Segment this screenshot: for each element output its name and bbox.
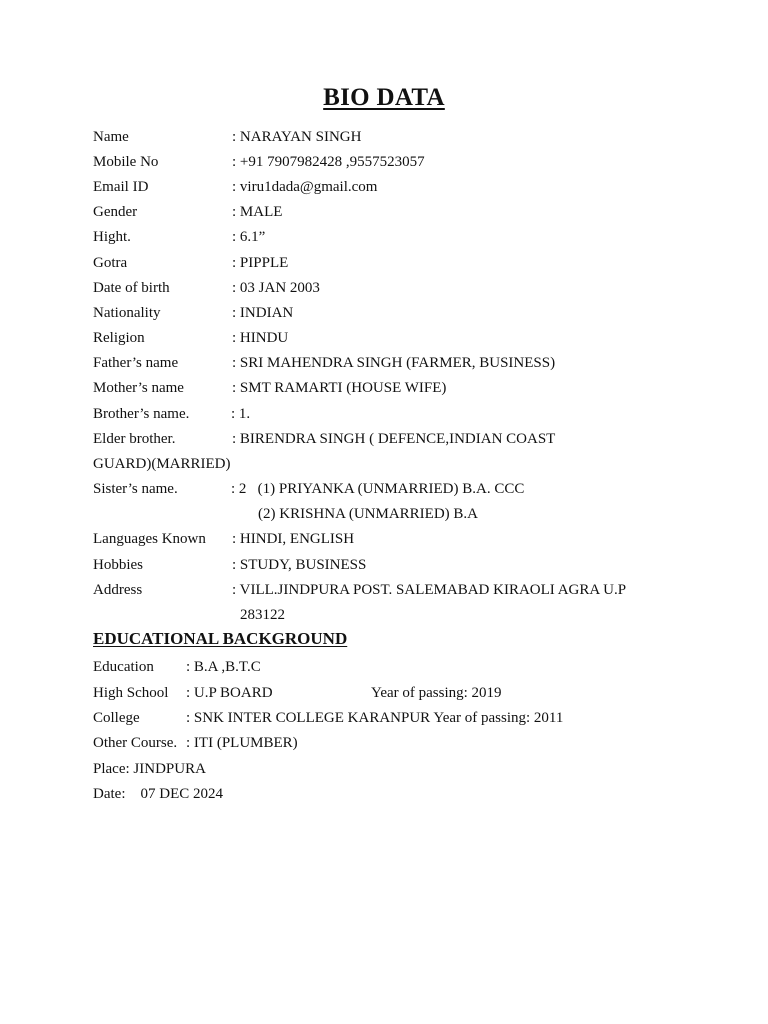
place-line: Place: JINDPURA <box>93 761 206 777</box>
label-education: Education <box>93 659 154 675</box>
education-heading: EDUCATIONAL BACKGROUND <box>93 629 348 648</box>
label-other-course: Other Course. <box>93 735 178 751</box>
page-title: BIO DATA <box>323 84 445 111</box>
value-high-school-year: Year of passing: 2019 <box>371 685 502 701</box>
value-mobile: : +91 7907982428 ,9557523057 <box>232 154 425 170</box>
label-brother: Brother’s name. <box>93 406 190 422</box>
label-email: Email ID <box>93 179 149 195</box>
value-elder-brother: : BIRENDRA SINGH ( DEFENCE,INDIAN COAST <box>232 431 556 447</box>
value-gender: : MALE <box>232 204 283 220</box>
value-languages: : HINDI, ENGLISH <box>232 531 355 547</box>
value-nationality: : INDIAN <box>232 305 294 321</box>
label-hobbies: Hobbies <box>93 557 143 573</box>
value-sister-continuation: (2) KRISHNA (UNMARRIED) B.A <box>258 506 478 522</box>
value-father: : SRI MAHENDRA SINGH (FARMER, BUSINESS) <box>232 355 556 371</box>
label-languages: Languages Known <box>93 531 206 547</box>
value-dob: : 03 JAN 2003 <box>232 280 320 296</box>
value-height: : 6.1” <box>232 229 266 245</box>
value-name: : NARAYAN SINGH <box>232 129 362 145</box>
value-high-school: : U.P BOARD <box>186 685 273 701</box>
date-line: Date: 07 DEC 2024 <box>93 786 223 802</box>
label-elder-brother: Elder brother. <box>93 431 176 447</box>
value-address: : VILL.JINDPURA POST. SALEMABAD KIRAOLI AGRA U.P <box>232 582 627 598</box>
value-gotra: : PIPPLE <box>232 255 289 271</box>
value-other-course: : ITI (PLUMBER) <box>186 735 298 751</box>
value-email: : viru1dada@gmail.com <box>232 179 378 195</box>
label-address: Address <box>93 582 143 598</box>
label-high-school: High School <box>93 685 169 701</box>
label-mobile: Mobile No <box>93 154 159 170</box>
label-gender: Gender <box>93 204 138 220</box>
label-father: Father’s name <box>93 355 179 371</box>
value-hobbies: : STUDY, BUSINESS <box>232 557 367 573</box>
label-gotra: Gotra <box>93 255 128 271</box>
label-nationality: Nationality <box>93 305 161 321</box>
value-elder-brother-continuation: GUARD)(MARRIED) <box>93 456 231 472</box>
label-name: Name <box>93 129 129 145</box>
value-sister: : 2 (1) PRIYANKA (UNMARRIED) B.A. CCC <box>231 481 525 497</box>
label-sister: Sister’s name. <box>93 481 178 497</box>
value-mother: : SMT RAMARTI (HOUSE WIFE) <box>232 380 447 396</box>
label-height: Hight. <box>93 229 131 245</box>
label-college: College <box>93 710 140 726</box>
label-dob: Date of birth <box>93 280 170 296</box>
label-mother: Mother’s name <box>93 380 184 396</box>
value-college: : SNK INTER COLLEGE KARANPUR Year of passing: 2011 <box>186 710 564 726</box>
value-religion: : HINDU <box>232 330 289 346</box>
label-religion: Religion <box>93 330 145 346</box>
value-education: : B.A ,B.T.C <box>186 659 261 675</box>
value-address-continuation: 283122 <box>240 607 285 623</box>
value-brother: : 1. <box>231 406 251 422</box>
